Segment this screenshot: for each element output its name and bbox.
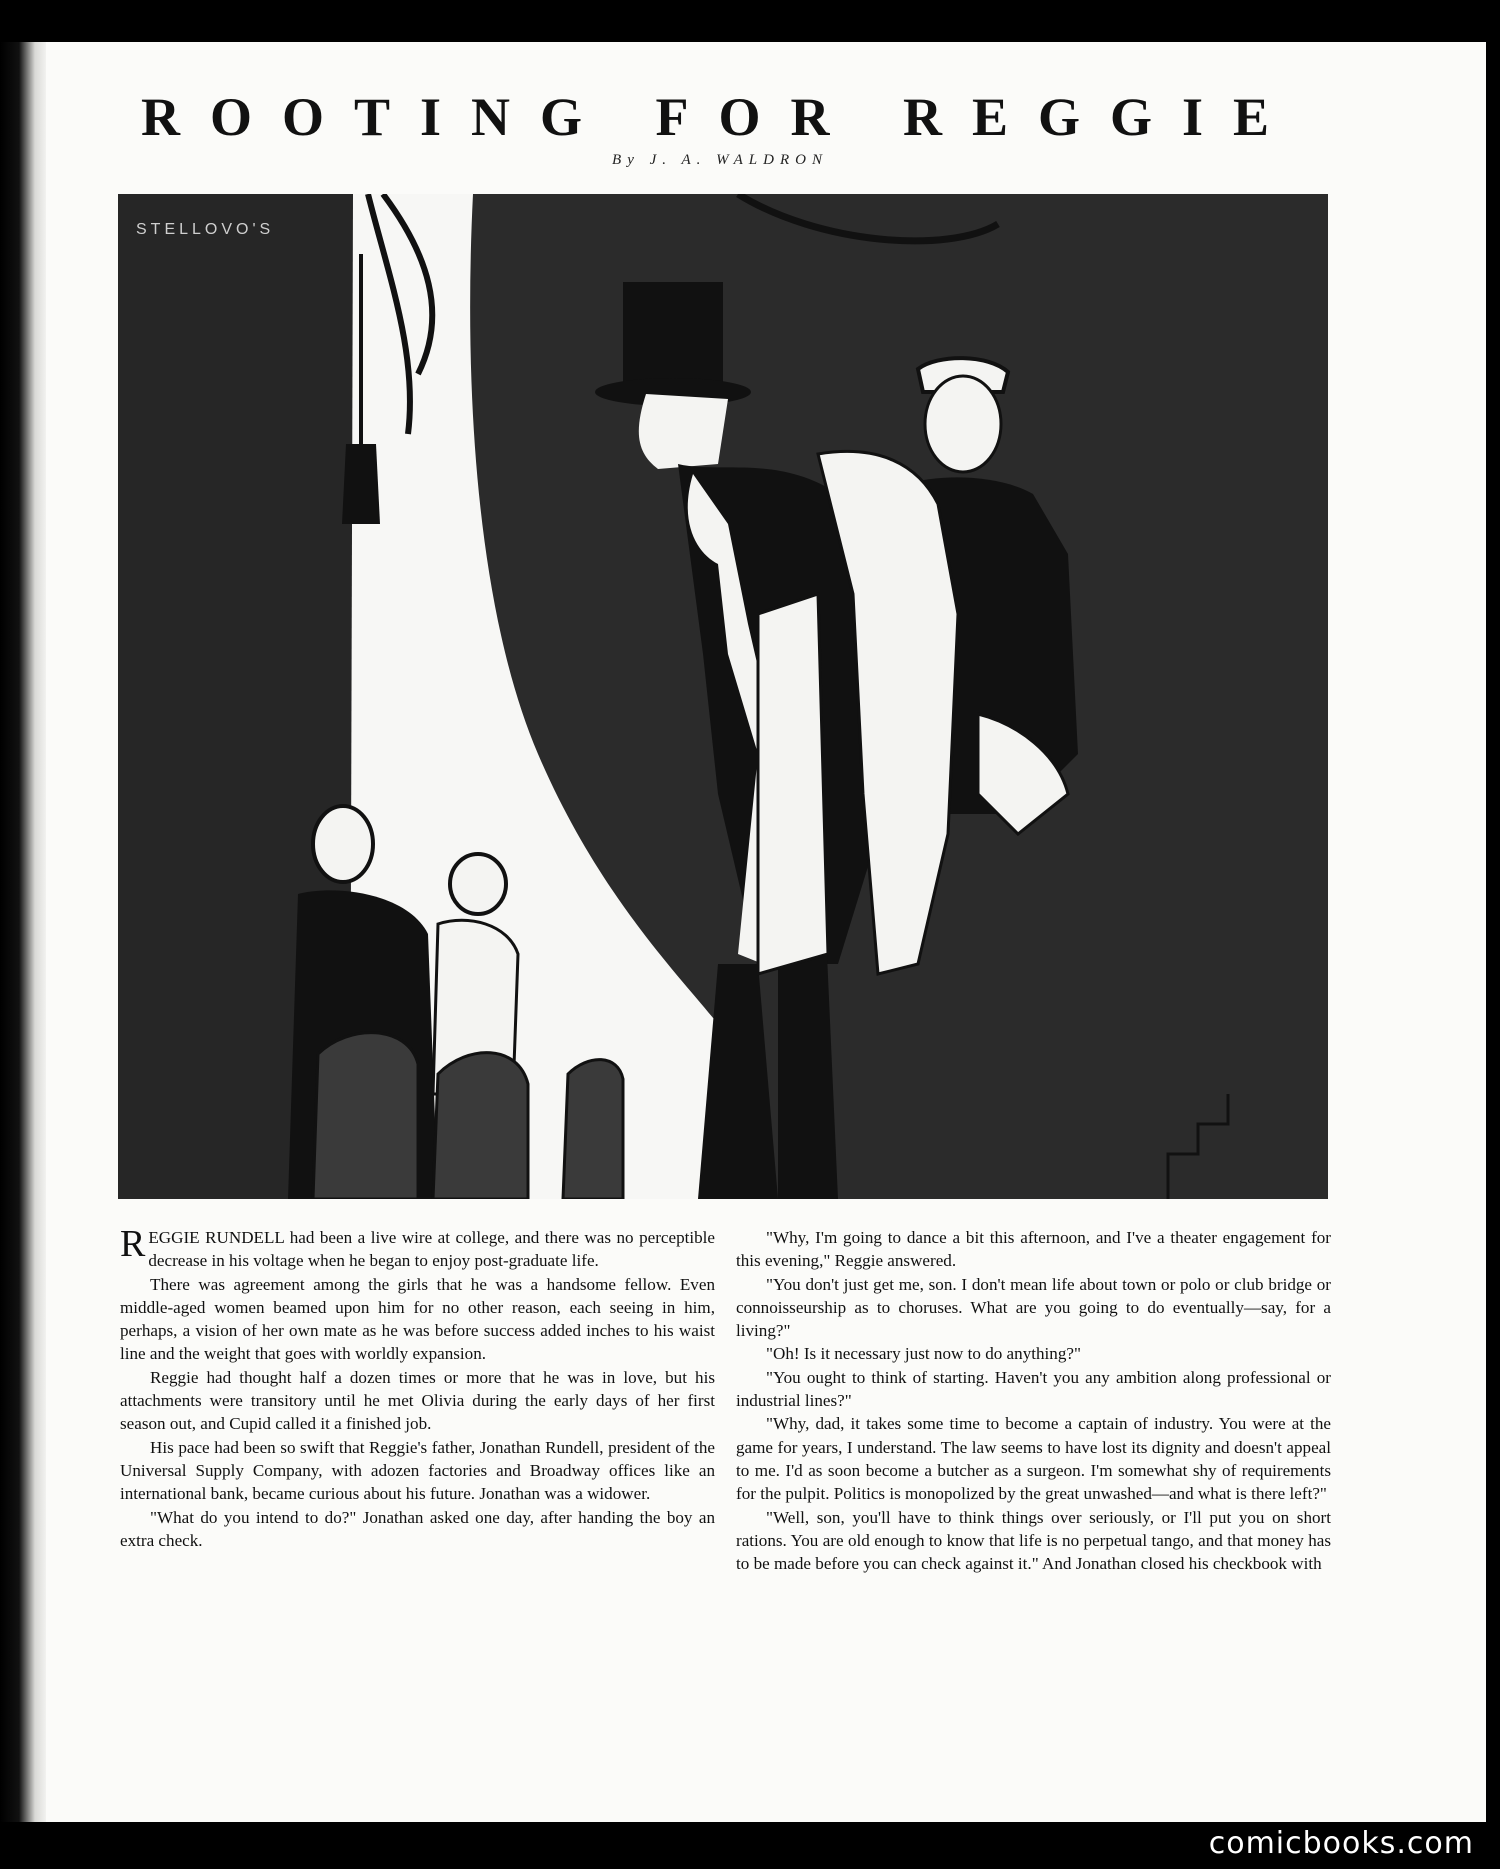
byline: By J. A. WALDRON (612, 152, 828, 168)
tassel-icon (342, 444, 380, 524)
watermark: comicbooks.com (1208, 1826, 1474, 1861)
paragraph: There was agreement among the girls that he was a handsome fellow. Even middle-aged women beamed upon him for no other reason, each seeing in him, perhaps, a vision of her own mate as he was before success added inches to his waist line and the weight that goes with worldly expansion. (120, 1274, 715, 1364)
story-title: ROOTING FOR REGGIE (140, 87, 1300, 147)
paragraph: "What do you intend to do?" Jonathan asked one day, after handing the boy an extra check. (120, 1507, 715, 1550)
paragraph: "Why, I'm going to dance a bit this afternoon, and I've a theater engagement for this evening," Reggie answered. (736, 1228, 1331, 1271)
paragraph: "You don't just get me, son. I don't mean life about town or polo or club bridge or connoisseurship as to choruses. What are you going to do eventually—say, for a living?" (736, 1274, 1331, 1341)
paragraph: His pace had been so swift that Reggie's father, Jonathan Rundell, president of the Universal Supply Company, with adozen factories and Broadway offices like an international bank, became curious about his future. Jonathan was a widower. (120, 1437, 715, 1504)
artist-signature: STELLOVO'S (136, 221, 275, 238)
right-column (736, 1226, 1331, 1575)
illustration (118, 194, 1328, 1199)
paragraph-text: EGGIE RUNDELL had been a live wire at college, and there was no perceptible decrease in his voltage when he began to enjoy post-graduate life. (148, 1228, 715, 1271)
paragraph: Reggie had thought half a dozen times or more that he was in love, but his attachments were transitory until he met Olivia during the early days of her first season out, and Cupid called it a finished job. (120, 1367, 715, 1434)
paragraph: "Oh! Is it necessary just now to do anything?" (766, 1344, 1081, 1364)
illustration-art (118, 194, 1328, 1199)
paragraph (120, 1223, 715, 1273)
drop-cap: R (120, 1223, 146, 1265)
left-column (120, 1223, 715, 1552)
paragraph: "Why, dad, it takes some time to become a captain of industry. You were at the game for years, I understand. The law seems to have lost its dignity and doesn't appeal to me. I'd as soon become a butcher as a surgeon. I'm somewhat shy of requirements for the pulpit. Politics is monopolized by the great unwashed—and what is there left?" (736, 1414, 1331, 1504)
book-spine (0, 42, 50, 1822)
paragraph: "Well, son, you'll have to think things over seriously, or I'll put you on short rations. You are old enough to know that life is no perpetual tango, and that money has to be made before you can check against it." And Jonathan closed his checkbook with (736, 1507, 1331, 1574)
paragraph: "You ought to think of starting. Haven't you any ambition along professional or industrial lines?" (736, 1367, 1331, 1411)
